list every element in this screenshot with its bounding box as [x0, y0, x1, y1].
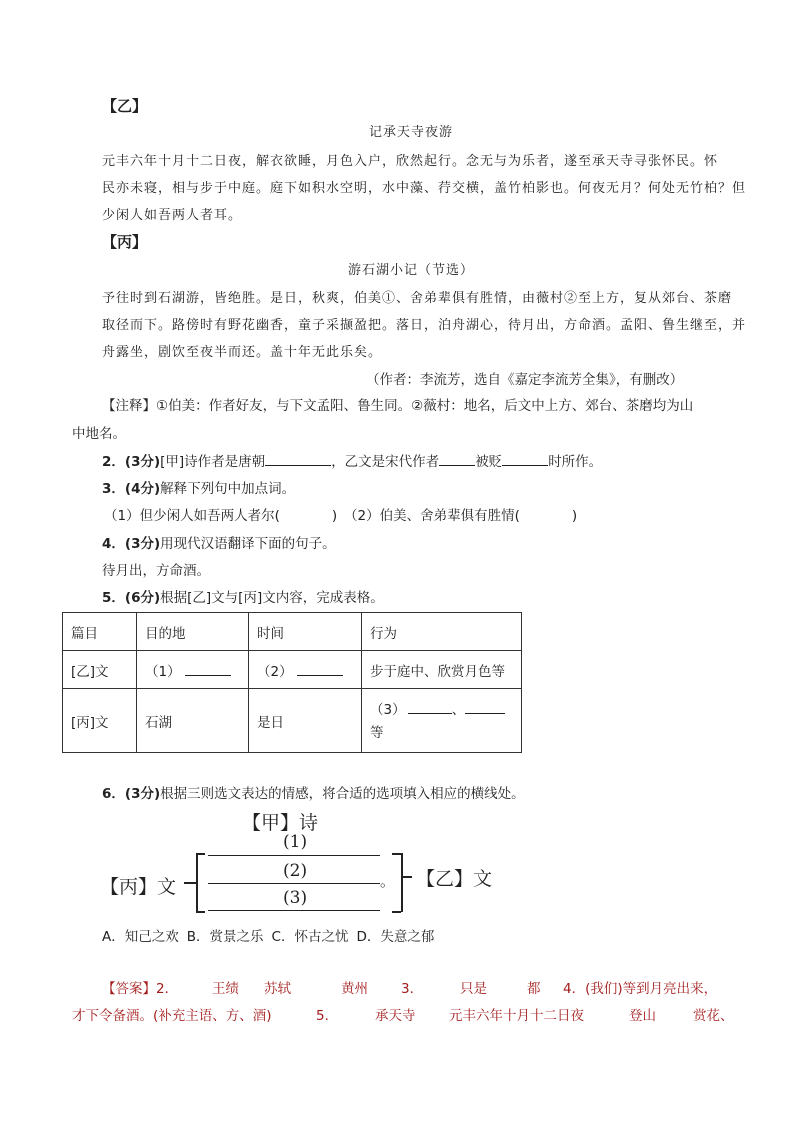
bing-line-2: 取径而下。路傍时有野花幽香，童子采撷盈把。落日，泊舟湖心，待月出，方命酒。孟阳、鲁生继至，并	[102, 318, 747, 333]
diagram-jia-label: 【甲】诗	[242, 812, 319, 834]
diagram-right-bracket	[401, 853, 403, 912]
answer-label-2: 【答案】2．	[102, 981, 179, 997]
diagram-num-1: (1)	[283, 832, 308, 852]
q3-item-1-paren: )	[331, 508, 338, 524]
yi-tag: 【乙】	[102, 97, 148, 115]
question-3	[102, 477, 295, 497]
table-cell: 是日	[249, 689, 362, 753]
q3-item-2-text: （2）伯美、舍弟辈俱有胜情(	[344, 508, 520, 524]
answer-q5-1: 承天寺	[375, 1008, 416, 1024]
q3-item-2	[344, 504, 577, 524]
bing-line-3: 舟露坐，剧饮至夜半而还。盖十年无此乐矣。	[102, 345, 383, 360]
question-2	[102, 450, 602, 470]
diagram-right-bracket-top	[392, 853, 401, 855]
answer-q4: 4．(我们)等到月亮出来，	[563, 981, 718, 997]
q3-item-1-text: （1）但少闲人如吾两人者尔(	[104, 508, 280, 524]
table-cell-label: （2）	[257, 663, 293, 680]
q5-text: 根据[乙]文与[丙]文内容，完成表格。	[160, 590, 384, 606]
table-row	[63, 689, 522, 753]
yi-line-1: 元丰六年十月十二日夜，解衣欲睡，月色入户，欣然起行。念无与为乐者，遂至承天寺寻张怀民。怀	[102, 154, 719, 169]
table-cell: 石湖	[137, 689, 249, 753]
option-b[interactable]: B．赏景之乐	[186, 929, 264, 945]
q2-number: 2．	[102, 454, 125, 470]
diagram-bing-label: 【丙】文	[100, 876, 177, 898]
q3-number: 3．	[102, 481, 125, 497]
answer-q3-1: 只是	[460, 981, 487, 997]
bing-source: （作者：李流芳，选自《嘉定李流芳全集》，有删改）	[366, 372, 684, 388]
diagram-left-bracket	[196, 853, 198, 912]
q3-item-1	[104, 504, 337, 524]
answer-q4-cont: 才下令备酒。(补充主语、方、酒)	[72, 1008, 272, 1024]
table-cell-sep: 、	[451, 701, 466, 718]
table-header-cell: 时间	[249, 613, 362, 651]
table-header-row	[63, 613, 522, 651]
note-line-1: 【注释】①伯美：作者好友，与下文孟阳、鲁生同。②薇村：地名，后文中上方、郊台、茶磨均为山	[102, 398, 694, 414]
table-blank-3a[interactable]	[408, 701, 452, 714]
table-cell-label: （1）	[145, 663, 181, 680]
table-blank-3b[interactable]	[465, 701, 505, 714]
q4-text: 用现代汉语翻译下面的句子。	[160, 536, 336, 552]
table-cell[interactable]	[137, 651, 249, 689]
q4-sentence: 待月出，方命酒。	[102, 563, 210, 579]
bing-title: 游石湖小记（节选）	[348, 263, 475, 278]
answer-label-3: 3．	[401, 981, 424, 997]
q6-options	[102, 925, 434, 945]
table-header-cell: 篇目	[63, 613, 137, 651]
answer-q2-2: 苏轼	[264, 981, 291, 997]
q2-score: (3分)	[124, 454, 161, 470]
yi-line-3: 少闲人如吾两人者耳。	[102, 208, 243, 223]
q6-text: 根据三则选文表达的情感，将合适的选项填入相应的横线处。	[160, 786, 525, 802]
option-c[interactable]: C．怀古之忧	[271, 929, 349, 945]
option-d[interactable]: D．失意之郁	[356, 929, 435, 945]
question-6	[102, 782, 525, 802]
note-line-2: 中地名。	[72, 426, 126, 442]
bing-tag: 【丙】	[102, 233, 148, 251]
table-cell[interactable]	[249, 651, 362, 689]
q3-score: (4分)	[124, 481, 161, 497]
q3-text: 解释下列句中加点词。	[160, 481, 296, 497]
table-cell: [乙]文	[63, 651, 137, 689]
diagram-blank-2[interactable]	[208, 883, 380, 884]
q2-blank-3[interactable]	[502, 453, 548, 466]
table-cell-suffix: 等	[370, 724, 384, 741]
answer-q3-2: 都	[527, 981, 541, 997]
diagram-left-bracket-bottom	[196, 911, 205, 913]
question-4	[102, 532, 336, 552]
answer-q5-3: 登山	[629, 1008, 656, 1024]
diagram-blank-1[interactable]	[208, 855, 380, 856]
table-cell: [丙]文	[63, 689, 137, 753]
diagram-blank-3[interactable]	[208, 910, 380, 911]
option-a[interactable]: A．知己之欢	[102, 929, 179, 945]
answer-q5-2: 元丰六年十月十二日夜	[449, 1008, 584, 1024]
answer-label-5: 5．	[316, 1008, 339, 1024]
diagram-period: 。	[380, 872, 396, 890]
yi-title: 记承天寺夜游	[369, 125, 454, 140]
answer-q2-1: 王绩	[212, 981, 239, 997]
answer-q2-3: 黄州	[341, 981, 368, 997]
q6-score: (3分)	[124, 786, 161, 802]
table-row	[63, 651, 522, 689]
table-cell[interactable]	[362, 689, 522, 753]
q2-text-c: 被贬	[475, 454, 503, 470]
q2-text-a: [甲]诗作者是唐朝	[160, 454, 266, 470]
q4-score: (3分)	[124, 536, 161, 552]
q2-blank-2[interactable]	[439, 453, 475, 466]
q3-item-2-paren: )	[571, 508, 578, 524]
bing-line-1: 予往时到石湖游，皆绝胜。是日，秋爽，伯美①、舍弟辈俱有胜情，由薇村②至上方，复从郊台、茶磨	[102, 291, 733, 306]
diagram-left-bracket-top	[196, 853, 205, 855]
table-cell: 步于庭中、欣赏月色等	[362, 651, 522, 689]
table-blank-1[interactable]	[185, 663, 231, 676]
table-cell-label: （3）	[370, 701, 406, 718]
q5-number: 5．	[102, 590, 125, 606]
table-header-cell: 目的地	[137, 613, 249, 651]
q2-text-b: ，乙文是宋代作者	[331, 454, 440, 470]
q6-number: 6．	[102, 786, 125, 802]
answer-q5-4: 赏花、	[693, 1008, 734, 1024]
diagram-num-2: (2)	[283, 861, 308, 881]
q2-blank-1[interactable]	[265, 453, 331, 466]
q2-text-d: 时所作。	[548, 454, 603, 470]
question-5	[102, 586, 384, 606]
diagram-num-3: (3)	[283, 888, 308, 908]
diagram-right-connector	[402, 876, 412, 878]
diagram-right-bracket-bottom	[392, 911, 401, 913]
q5-table	[62, 612, 522, 753]
q5-score: (6分)	[124, 590, 161, 606]
diagram-left-connector	[184, 882, 196, 884]
diagram-yi-label: 【乙】文	[416, 868, 493, 890]
table-blank-2[interactable]	[297, 663, 343, 676]
yi-line-2: 民亦未寝，相与步于中庭。庭下如积水空明，水中藻、荇交横，盖竹柏影也。何夜无月？何处无竹柏？但	[102, 181, 747, 196]
table-header-cell: 行为	[362, 613, 522, 651]
q4-number: 4．	[102, 536, 125, 552]
